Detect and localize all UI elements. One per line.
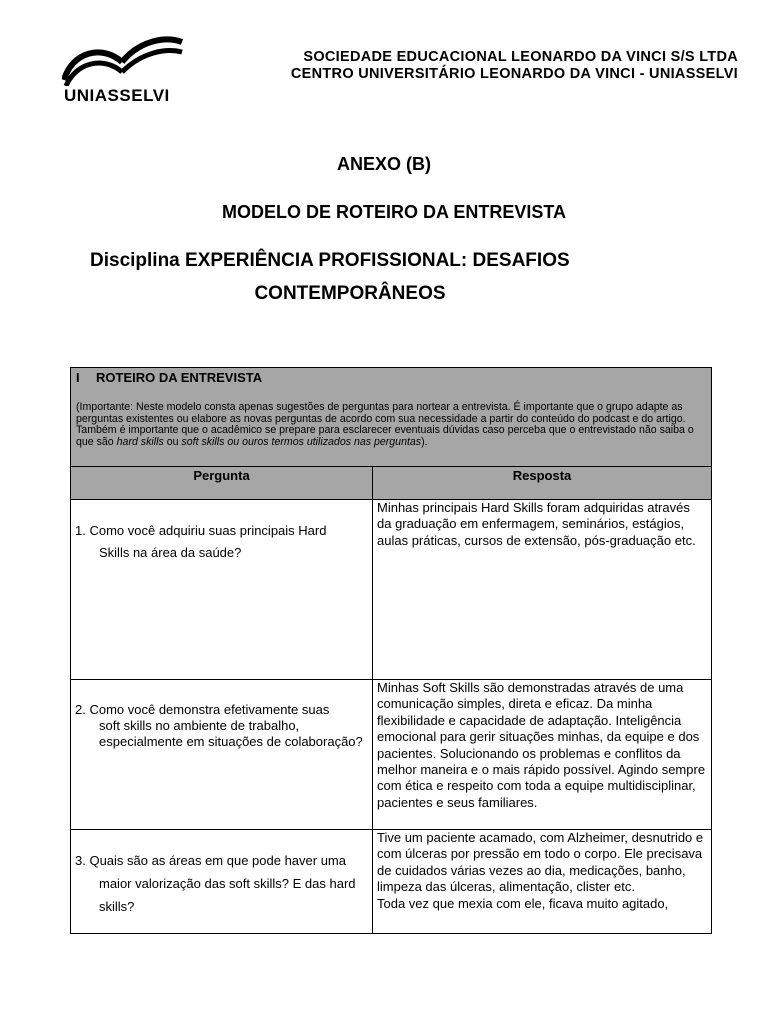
logo-text: UNIASSELVI xyxy=(64,86,170,105)
question-text-cont: maior valorização das soft skills? E das hard skills? xyxy=(99,876,356,914)
book-wings-icon xyxy=(62,36,184,86)
section-heading xyxy=(76,370,706,385)
org-line-1: SOCIEDADE EDUCACIONAL LEONARDO DA VINCI S/S LTDA xyxy=(303,49,738,65)
note-text: ou xyxy=(163,435,182,448)
section-number: I xyxy=(76,370,80,385)
answer-cell xyxy=(373,830,712,934)
column-header-question: Pergunta xyxy=(71,467,373,500)
question-text-cont: Skills na área da saúde? xyxy=(99,545,242,560)
discipline-title-line-2: CONTEMPORÂNEOS xyxy=(254,283,446,304)
question-text: 3. Quais são as áreas em que pode haver uma xyxy=(75,853,346,868)
org-line-2: CENTRO UNIVERSITÁRIO LEONARDO DA VINCI - UNIASSELVI xyxy=(290,66,738,82)
table-row xyxy=(71,830,712,934)
annex-title: ANEXO (B) xyxy=(337,154,431,174)
answer-text: Minhas principais Hard Skills foram adquiridas através da graduação em enfermagem, seminários, estágios, aulas práticas, cursos de extensão, pós-graduação etc. xyxy=(377,500,696,548)
question-cell xyxy=(71,830,373,934)
answer-text: Minhas Soft Skills são demonstradas através de uma comunicação simples, direta e eficaz. Da minha flexibilidade e capacidade de adaptação. Inteligência emocional para gerir situações minhas, da equipe e dos pacientes. Solucionando os problemas e conflitos da melhor maneira e o mais rápido possível. Agindo sempre com ética e respeito com toda a equipe multidisciplinar, pacientes e seus familiares. xyxy=(377,680,706,810)
question-cell xyxy=(71,680,373,830)
note-text: ). xyxy=(421,435,428,448)
section-note xyxy=(76,402,706,448)
question-text-cont: soft skills no ambiente de trabalho, especialmente em situações de colaboração? xyxy=(99,718,363,749)
section-intro xyxy=(71,368,712,467)
question-cell xyxy=(71,500,373,680)
column-header-answer: Resposta xyxy=(373,467,712,500)
answer-text-cont: Toda vez que mexia com ele, ficava muito agitado, xyxy=(377,895,669,911)
discipline-title-line-1: Disciplina EXPERIÊNCIA PROFISSIONAL: DESAFIOS xyxy=(90,250,570,271)
table-row xyxy=(71,680,712,830)
answer-cell xyxy=(373,500,712,680)
question-text: 2. Como você demonstra efetivamente suas xyxy=(75,702,330,717)
institution-header xyxy=(291,49,738,83)
note-emphasis: hard skills xyxy=(116,435,164,448)
section-title: ROTEIRO DA ENTREVISTA xyxy=(96,370,263,385)
model-title: MODELO DE ROTEIRO DA ENTREVISTA xyxy=(221,202,566,222)
answer-cell xyxy=(373,680,712,830)
question-text: 1. Como você adquiriu suas principais Hard xyxy=(75,523,327,538)
interview-table xyxy=(70,367,712,934)
note-text: (Importante: Neste modelo consta apenas sugestões de perguntas para nortear a entrevista. É importante que o grupo adapte as perguntas existentes ou elabore as novas perguntas de acordo com sua necessidade a partir do conteúdo do podcast e do artigo. Também é importante que o acadêmico se prepare para esclarecer eventuais dúvidas caso perceba que o entrevistado não saiba o que são xyxy=(76,401,694,448)
table-row xyxy=(71,500,712,680)
uniasselvi-logo xyxy=(62,36,184,108)
answer-text: Tive um paciente acamado, com Alzheimer, desnutrido e com úlceras por pressão em todo o corpo. Ele precisava de cuidados várias vezes ao dia, medicações, banho, limpeza das úlceras, alimentação, clister etc. xyxy=(377,830,704,895)
note-emphasis: soft skills ou ouros termos utilizados nas perguntas xyxy=(181,435,422,448)
